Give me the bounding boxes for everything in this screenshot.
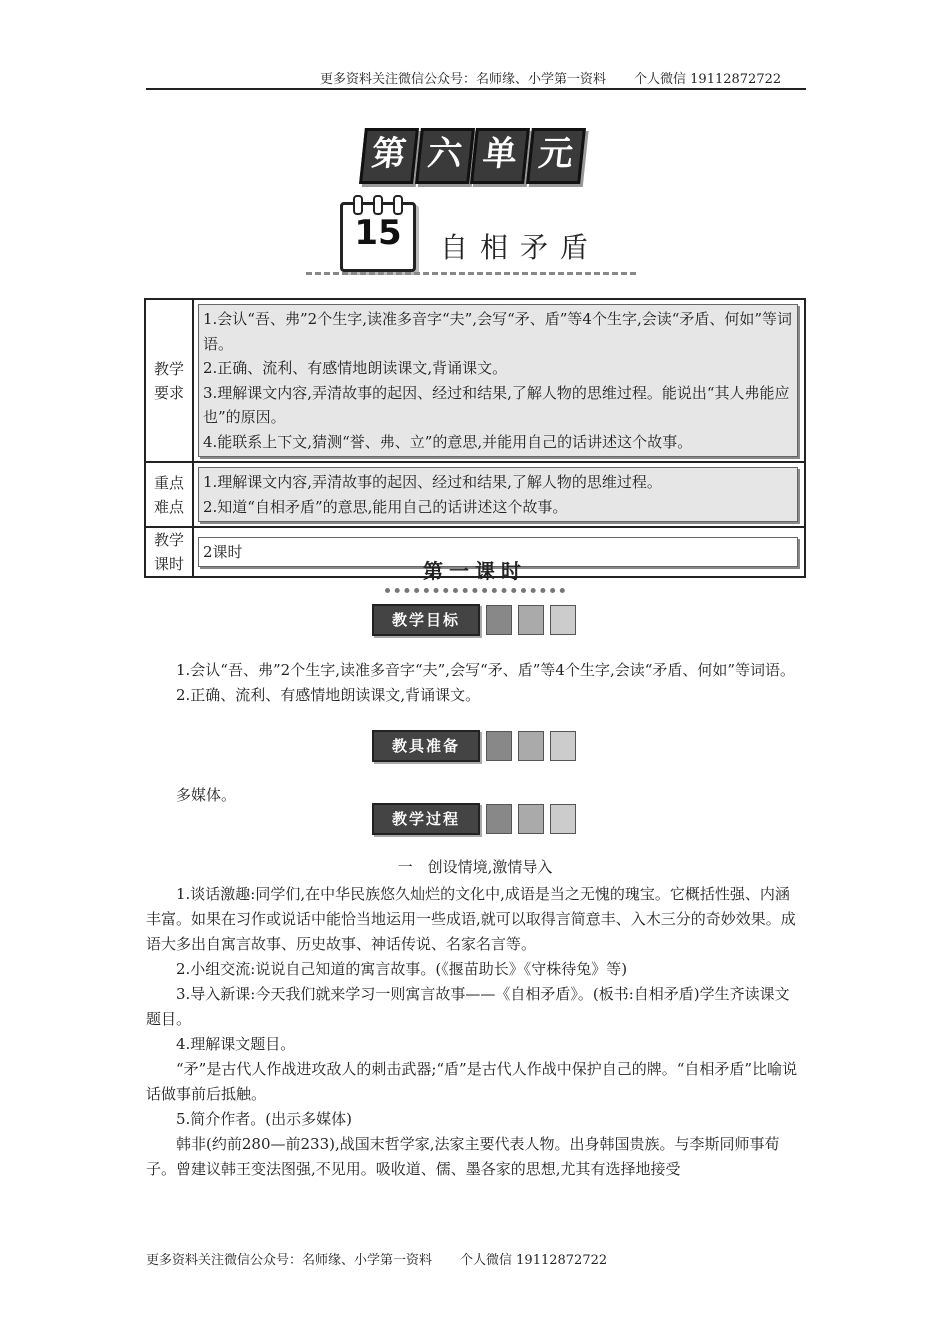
header-divider: [146, 88, 806, 90]
unit-title-char: 第: [359, 128, 418, 184]
header-left-text: 更多资料关注微信公众号：名师缘、小学第一资料: [320, 72, 607, 87]
time-value: 2课时: [198, 537, 798, 568]
process-tag-label: 教学过程: [372, 803, 480, 835]
tag-square: [486, 731, 512, 761]
goal-item: 2.正确、流利、有感情地朗读课文,背诵课文。: [176, 686, 481, 704]
tag-square: [550, 605, 576, 635]
lesson-number: 15: [354, 213, 402, 253]
tag-square: [550, 804, 576, 834]
tag-square: [486, 605, 512, 635]
key-label-text: 重点难点: [153, 473, 184, 516]
process-item: 韩非(约前280—前233),战国末哲学家,法家主要代表人物。出身韩国贵族。与李斯同师事荀子。曾建议韩王变法图强,不见用。吸收道、儒、墨各家的思想,尤其有选择地接受: [146, 1135, 780, 1178]
req-item: 3.理解课文内容,弄清故事的起因、经过和结果,了解人物的思维过程。能说出“其人弗能应也”的原因。: [203, 383, 790, 426]
tools-item: 多媒体。: [176, 786, 237, 804]
unit-title: [362, 128, 582, 180]
tag-square: [518, 731, 544, 761]
process-item: 1.谈话激趣:同学们,在中华民族悠久灿烂的文化中,成语是当之无愧的瑰宝。它概括性强、内涵丰富。如果在习作或说话中能恰当地运用一些成语,就可以取得言简意丰、入木三分的奇妙效果。成语大多出自寓言故事、历史故事、神话传说、名家名言等。: [146, 885, 796, 953]
goals-tag-label: 教学目标: [372, 604, 480, 636]
calendar-icon: [340, 202, 416, 272]
tag-square: [518, 804, 544, 834]
key-content: [193, 462, 805, 527]
unit-title-char: 单: [470, 128, 529, 184]
time-label-text: 教学课时: [153, 531, 184, 573]
time-label: [145, 527, 193, 577]
lesson-title-underline: [306, 272, 636, 275]
key-item: 1.理解课文内容,弄清故事的起因、经过和结果,了解人物的思维过程。: [203, 473, 662, 491]
process-heading: 一 创设情境,激情导入: [397, 858, 553, 876]
section-title-underline: [385, 588, 565, 593]
page-header: [320, 68, 781, 87]
req-item: 2.正确、流利、有感情地朗读课文,背诵课文。: [203, 359, 508, 377]
goals-tag: [372, 606, 576, 634]
req-content: [193, 299, 805, 462]
tag-square: [518, 605, 544, 635]
process-item: 5.简介作者。(出示多媒体): [176, 1110, 353, 1128]
req-item: 4.能联系上下文,猜测“誉、弗、立”的意思,并能用自己的话讲述这个故事。: [203, 432, 693, 451]
header-right-text: 个人微信 19112872722: [634, 72, 782, 87]
key-label: [145, 462, 193, 527]
req-label-text: 教学要求: [153, 359, 184, 402]
process-item: 3.导入新课:今天我们就来学习一则寓言故事——《自相矛盾》。(板书:自相矛盾)学生齐读课文题目。: [146, 985, 790, 1028]
goals-text: [146, 658, 804, 708]
footer-right-text: 个人微信 19112872722: [460, 1253, 608, 1268]
process-item: 4.理解课文题目。: [176, 1035, 296, 1053]
process-item: “矛”是古代人作战进攻敌人的刺击武器;“盾”是古代人作战中保护自己的牌。“自相矛盾”比喻说话做事前后抵触。: [146, 1060, 798, 1103]
tools-tag: [372, 732, 576, 760]
goal-item: 1.会认“吾、弗”2个生字,读准多音字“夫”,会写“矛、盾”等4个生字,会读“矛盾、何如”等词语。: [176, 661, 796, 679]
teaching-requirements-table: [144, 298, 806, 578]
req-label: [145, 299, 193, 462]
process-text: [146, 882, 804, 1182]
process-item: 2.小组交流:说说自己知道的寓言故事。(《揠苗助长》《守株待兔》等): [176, 960, 628, 978]
req-item: 1.会认“吾、弗”2个生字,读准多音字“夫”,会写“矛、盾”等4个生字,会读“矛盾、何如”等词语。: [203, 310, 793, 353]
tag-square: [486, 804, 512, 834]
tools-tag-label: 教具准备: [372, 730, 480, 762]
section-title: 第一课时: [423, 559, 527, 583]
page-footer: [146, 1249, 607, 1268]
process-tag: [372, 805, 576, 833]
tag-square: [550, 731, 576, 761]
unit-title-char: 六: [415, 128, 474, 184]
lesson-title: 自相矛盾: [440, 231, 601, 264]
footer-left-text: 更多资料关注微信公众号：名师缘、小学第一资料: [146, 1253, 433, 1268]
unit-title-char: 元: [526, 128, 585, 184]
key-item: 2.知道“自相矛盾”的意思,能用自己的话讲述这个故事。: [203, 497, 568, 516]
